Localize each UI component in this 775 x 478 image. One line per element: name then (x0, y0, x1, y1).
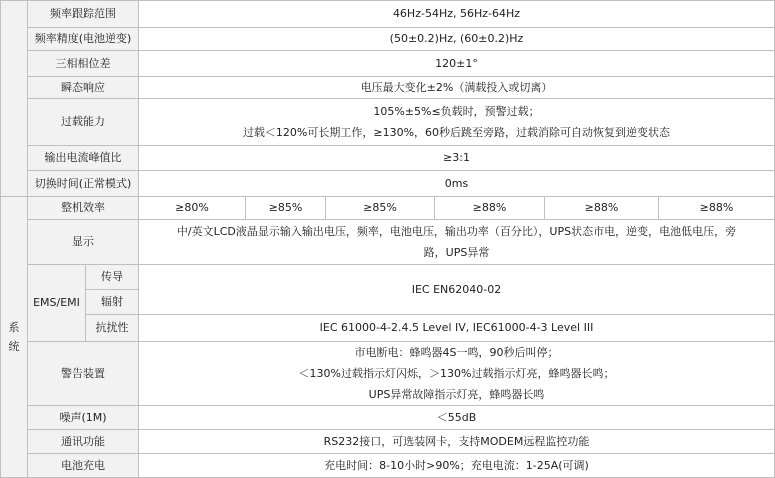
transient-value: 电压最大变化±2%（满载投入或切离） (139, 77, 775, 99)
efficiency-value-3: ≥85% (326, 197, 435, 220)
emi-immunity-value: IEC 61000-4-2.4.5 Level IV, IEC61000-4-3 Level III (139, 315, 775, 342)
comm-value: RS232接口，可选装网卡，支持MODEM远程监控功能 (139, 430, 775, 454)
display-value (139, 220, 775, 265)
display-label: 显示 (28, 220, 139, 265)
emi-standard-value: IEC EN62040-02 (139, 265, 775, 315)
display-line-2: 路，UPS异常 (423, 246, 490, 259)
freq-precision-value: (50±0.2)Hz, (60±0.2)Hz (139, 28, 775, 51)
alarm-label: 警告装置 (28, 342, 139, 406)
alarm-value (139, 342, 775, 406)
efficiency-value-4: ≥88% (435, 197, 545, 220)
transient-label: 瞬态响应 (28, 77, 139, 99)
system-group-label (0, 197, 28, 478)
noise-value: ＜55dB (139, 406, 775, 430)
efficiency-label: 整机效率 (28, 197, 139, 220)
efficiency-value-2: ≥85% (246, 197, 326, 220)
alarm-line-2: ＜130%过载指示灯闪烁，＞130%过载指示灯亮，蜂鸣器长鸣； (298, 367, 615, 380)
phase-diff-label: 三相相位差 (28, 51, 139, 77)
system-group-char-1: 系 (8, 321, 20, 334)
alarm-line-1: 市电断电：蜂鸣器4S一鸣，90秒后叫停； (354, 346, 559, 359)
switch-time-label: 切换时间(正常模式) (28, 171, 139, 197)
noise-label: 噪声(1M) (28, 406, 139, 430)
emi-radiated-label: 辐射 (86, 290, 139, 315)
left-blank-upper (0, 0, 28, 197)
efficiency-value-1: ≥80% (139, 197, 246, 220)
emi-conducted-label: 传导 (86, 265, 139, 290)
freq-track-value: 46Hz-54Hz, 56Hz-64Hz (139, 0, 775, 28)
freq-track-label: 频率跟踪范围 (28, 0, 139, 28)
overload-value (139, 99, 775, 146)
efficiency-value-5: ≥88% (545, 197, 659, 220)
overload-label: 过载能力 (28, 99, 139, 146)
crest-label: 输出电流峰值比 (28, 146, 139, 171)
overload-line-2: 过载＜120%可长期工作，≥130%，60秒后跳至旁路，过载消除可自动恢复到逆变状态 (242, 126, 671, 139)
charge-label: 电池充电 (28, 454, 139, 478)
phase-diff-value: 120±1° (139, 51, 775, 77)
comm-label: 通讯功能 (28, 430, 139, 454)
charge-value: 充电时间：8-10小时>90%；充电电流：1-25A(可调) (139, 454, 775, 478)
freq-precision-label: 频率精度(电池逆变) (28, 28, 139, 51)
switch-time-value: 0ms (139, 171, 775, 197)
alarm-line-3: UPS异常故障指示灯亮，蜂鸣器长鸣 (368, 388, 545, 401)
efficiency-value-6: ≥88% (659, 197, 775, 220)
overload-line-1: 105%±5%≤负载时，预警过载； (373, 105, 540, 118)
emi-immunity-label: 抗扰性 (86, 315, 139, 342)
display-line-1: 中/英文LCD液晶显示输入输出电压，频率，电池电压，输出功率（百分比），UPS状态市电，逆变，电池低电压，旁 (176, 225, 737, 238)
emi-label: EMS/EMI (28, 265, 86, 342)
system-group-char-2: 统 (8, 340, 20, 353)
crest-value: ≥3:1 (139, 146, 775, 171)
